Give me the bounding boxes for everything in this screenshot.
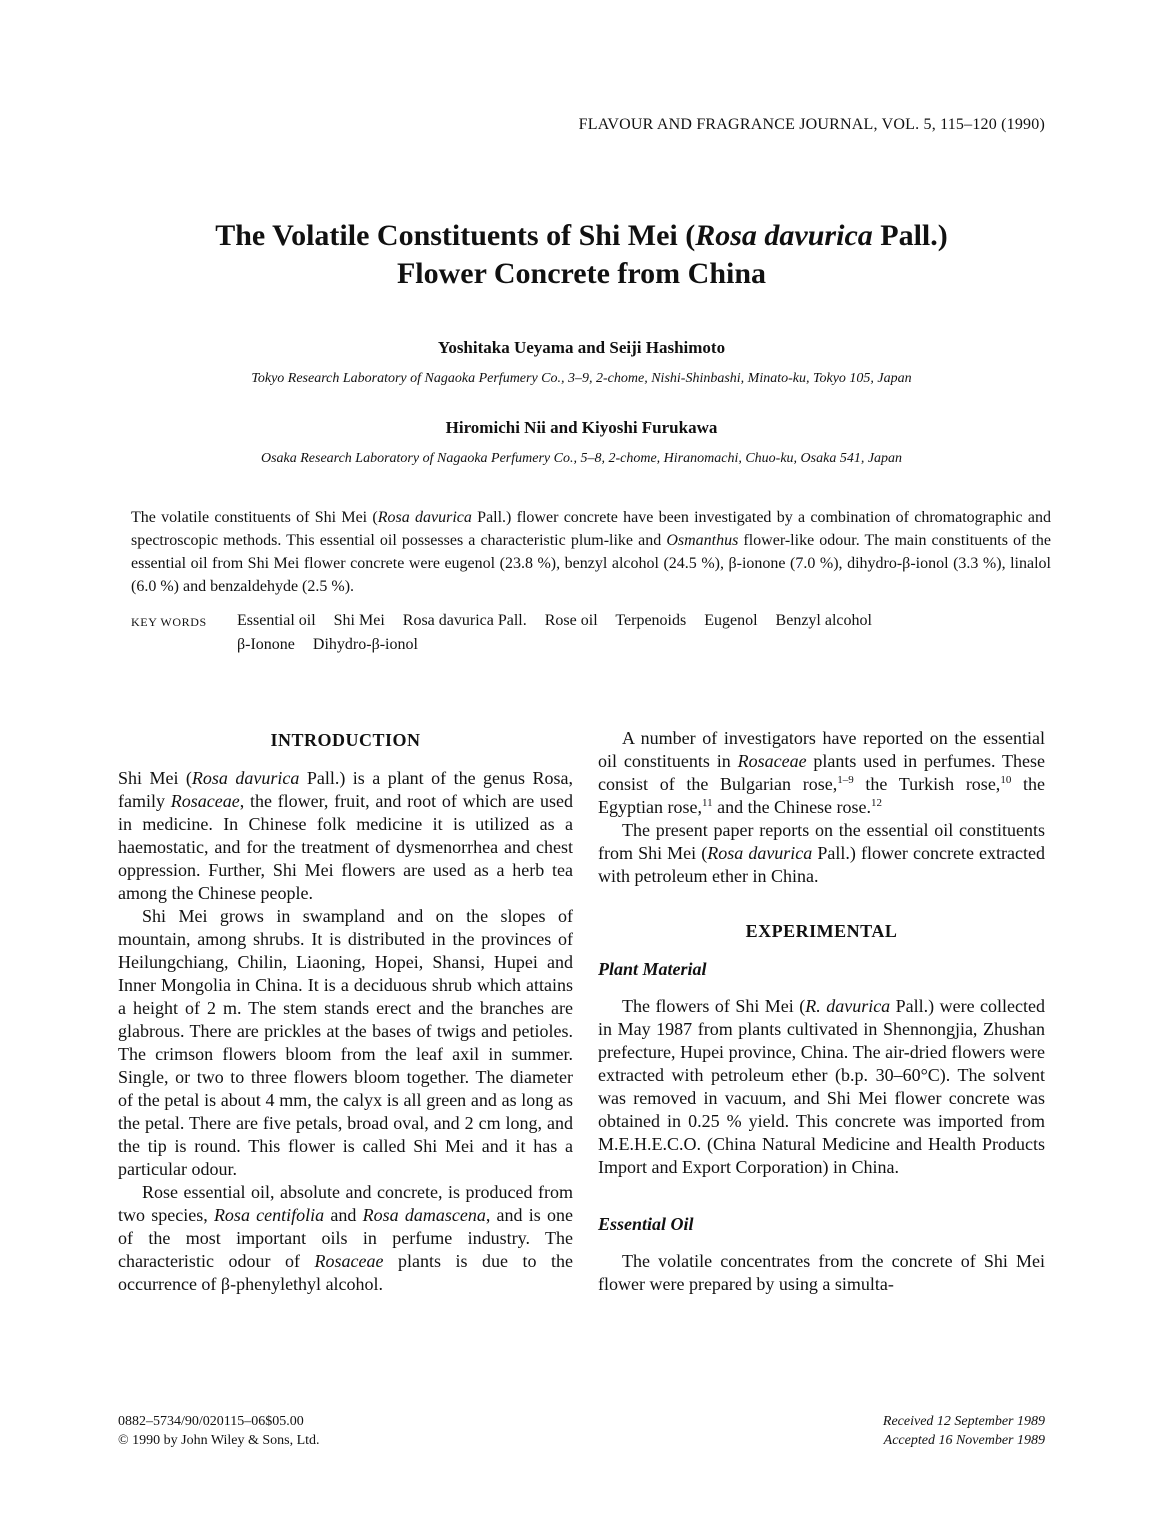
abstract-italic-2: Osmanthus bbox=[666, 532, 739, 549]
essential-oil-paragraph: The volatile concentrates from the concrete of Shi Mei flower were prepared by using a simulta- bbox=[598, 1251, 1045, 1294]
title-line1-part1: The Volatile Constituents of Shi Mei ( bbox=[215, 219, 696, 252]
citation-ref[interactable]: 10 bbox=[1000, 774, 1012, 786]
keyword: β-Ionone bbox=[237, 636, 295, 653]
citation-ref[interactable]: 11 bbox=[701, 797, 713, 809]
keyword: Rose oil bbox=[544, 612, 598, 629]
intro-paragraph-3: Rose essential oil, absolute and concrete, is produced from two species, Rosa centifolia and Rosa damascena, and is one of the most important oils in perfume industry. The characteristic odour of Rosaceae plants is due to the occurrence of β-phenylethyl alcohol. bbox=[118, 1182, 574, 1294]
intro-paragraph-1: Shi Mei (Rosa davurica Pall.) is a plant of the genus Rosa, family Rosaceae, the flower, fruit, and root of which are used in medicine. In Chinese folk medicine it is utilized as a haemostatic, and for the treatment of dysmenorrhea and chest oppression. Further, Shi Mei flowers are used as a herb tea among the Chinese people. bbox=[118, 768, 573, 903]
experimental-heading: EXPERIMENTAL bbox=[745, 921, 898, 941]
intro-paragraph-5: The present paper reports on the essential oil constituents from Shi Mei (Rosa davurica Pall.) flower concrete extracted with petroleum ether in China. bbox=[598, 820, 1045, 886]
citation-ref[interactable]: 12 bbox=[871, 797, 883, 809]
intro-paragraph-2: Shi Mei grows in swampland and on the slopes of mountain, among shrubs. It is distributed in the provinces of Heilungchiang, Chilin, Liaoning, Hopei, Shansi, Hupei and Inner Mongolia in China. It is a deciduous shrub which attains a height of 2 m. The stem stands erect and the branches are glabrous. There are prickles at the bases of twigs and petioles. The crimson flowers bloom from the leaf axil in summer. Single, or two to three flowers bloom together. The diameter of the petal is about 4 mm, the calyx is all green and as long as the petal. There are five petals, broad oval, and 2 cm long, and the tip is round. This flower is called Shi Mei and it has a particular odour. bbox=[118, 906, 573, 1179]
author-group-1: Yoshitaka Ueyama and Seiji Hashimoto bbox=[437, 338, 726, 357]
affiliation-1: Tokyo Research Laboratory of Nagaoka Perfumery Co., 3–9, 2-chome, Nishi-Shinbashi, Minato-ku, Tokyo 105, Japan bbox=[251, 371, 912, 386]
footer-left bbox=[118, 1412, 320, 1450]
article-title bbox=[120, 217, 1043, 293]
introduction-heading: INTRODUCTION bbox=[270, 730, 421, 750]
abstract-italic-1: Rosa davurica bbox=[377, 509, 472, 526]
abstract-text-2: Pall.) flower concrete have been investigated by a combination of chromatographic and spectroscopic methods. This essential oil possesses a characteristic plum-like and bbox=[131, 509, 1051, 549]
right-column bbox=[598, 727, 1045, 1296]
keyword: Essential oil bbox=[237, 612, 316, 629]
keyword: Shi Mei bbox=[333, 612, 385, 629]
received-date: Received 12 September 1989 bbox=[882, 1414, 1045, 1429]
keywords-list bbox=[237, 609, 1057, 657]
title-line1-part2: Pall.) bbox=[872, 219, 948, 252]
article-code: 0882–5734/90/020115–06$05.00 bbox=[118, 1414, 304, 1429]
keyword: Benzyl alcohol bbox=[775, 612, 872, 629]
abstract-text-3: flower-like odour. The main constituents of the essential oil from Shi Mei flower concrete were eugenol (23.8 %), benzyl alcohol (24.5 %), β-ionone (7.0 %), dihydro-β-ionol (3.3 %), linalol (6.0 %) and benzaldehyde (2.5 %). bbox=[131, 532, 1052, 595]
journal-header: FLAVOUR AND FRAGRANCE JOURNAL, VOL. 5, 115–120 (1990) bbox=[578, 116, 1045, 133]
affiliation-2: Osaka Research Laboratory of Nagaoka Perfumery Co., 5–8, 2-chome, Hiranomachi, Chuo-ku, Osaka 541, Japan bbox=[260, 451, 903, 466]
keyword: Rosa davurica Pall. bbox=[402, 612, 527, 629]
title-line2: Flower Concrete from China bbox=[396, 257, 767, 290]
abstract-text-1: The volatile constituents of Shi Mei ( bbox=[131, 509, 378, 526]
citation-ref[interactable]: 1–9 bbox=[837, 774, 854, 786]
author-group-2: Hiromichi Nii and Kiyoshi Furukawa bbox=[445, 418, 718, 437]
abstract bbox=[131, 506, 1051, 598]
copyright: © 1990 by John Wiley & Sons, Ltd. bbox=[118, 1433, 320, 1448]
plant-material-paragraph: The flowers of Shi Mei (R. davurica Pall.) were collected in May 1987 from plants cultivated in Shennongjia, Zhushan prefecture, Hupei province, China. The air-dried flowers were extracted with petroleum ether (b.p. 30–60°C). The solvent was removed in vacuum, and Shi Mei flower concrete was obtained in 0.25 % yield. This concrete was imported from M.E.H.E.C.O. (China Natural Medicine and Health Products Import and Export Corporation) in China. bbox=[598, 996, 1045, 1177]
accepted-date: Accepted 16 November 1989 bbox=[883, 1433, 1045, 1448]
footer-right bbox=[883, 1412, 1045, 1450]
plant-material-heading: Plant Material bbox=[598, 959, 707, 979]
keywords-label: KEY WORDS bbox=[131, 615, 207, 629]
keyword: Terpenoids bbox=[615, 612, 687, 629]
keyword: Dihydro-β-ionol bbox=[312, 636, 418, 653]
intro-paragraph-4: A number of investigators have reported on the essential oil constituents in Rosaceae plants used in perfumes. These consist of the Bulgarian rose,$^{1-9}$ the Turkish rose,$^{10}$ the Egyptian rose,$^{11}$ and the Chinese rose.$^{12}$ bbox=[598, 728, 1045, 817]
essential-oil-heading: Essential Oil bbox=[598, 1214, 694, 1234]
title-species: Rosa davurica bbox=[695, 219, 873, 252]
keyword: Eugenol bbox=[704, 612, 758, 629]
left-column bbox=[118, 727, 573, 1296]
